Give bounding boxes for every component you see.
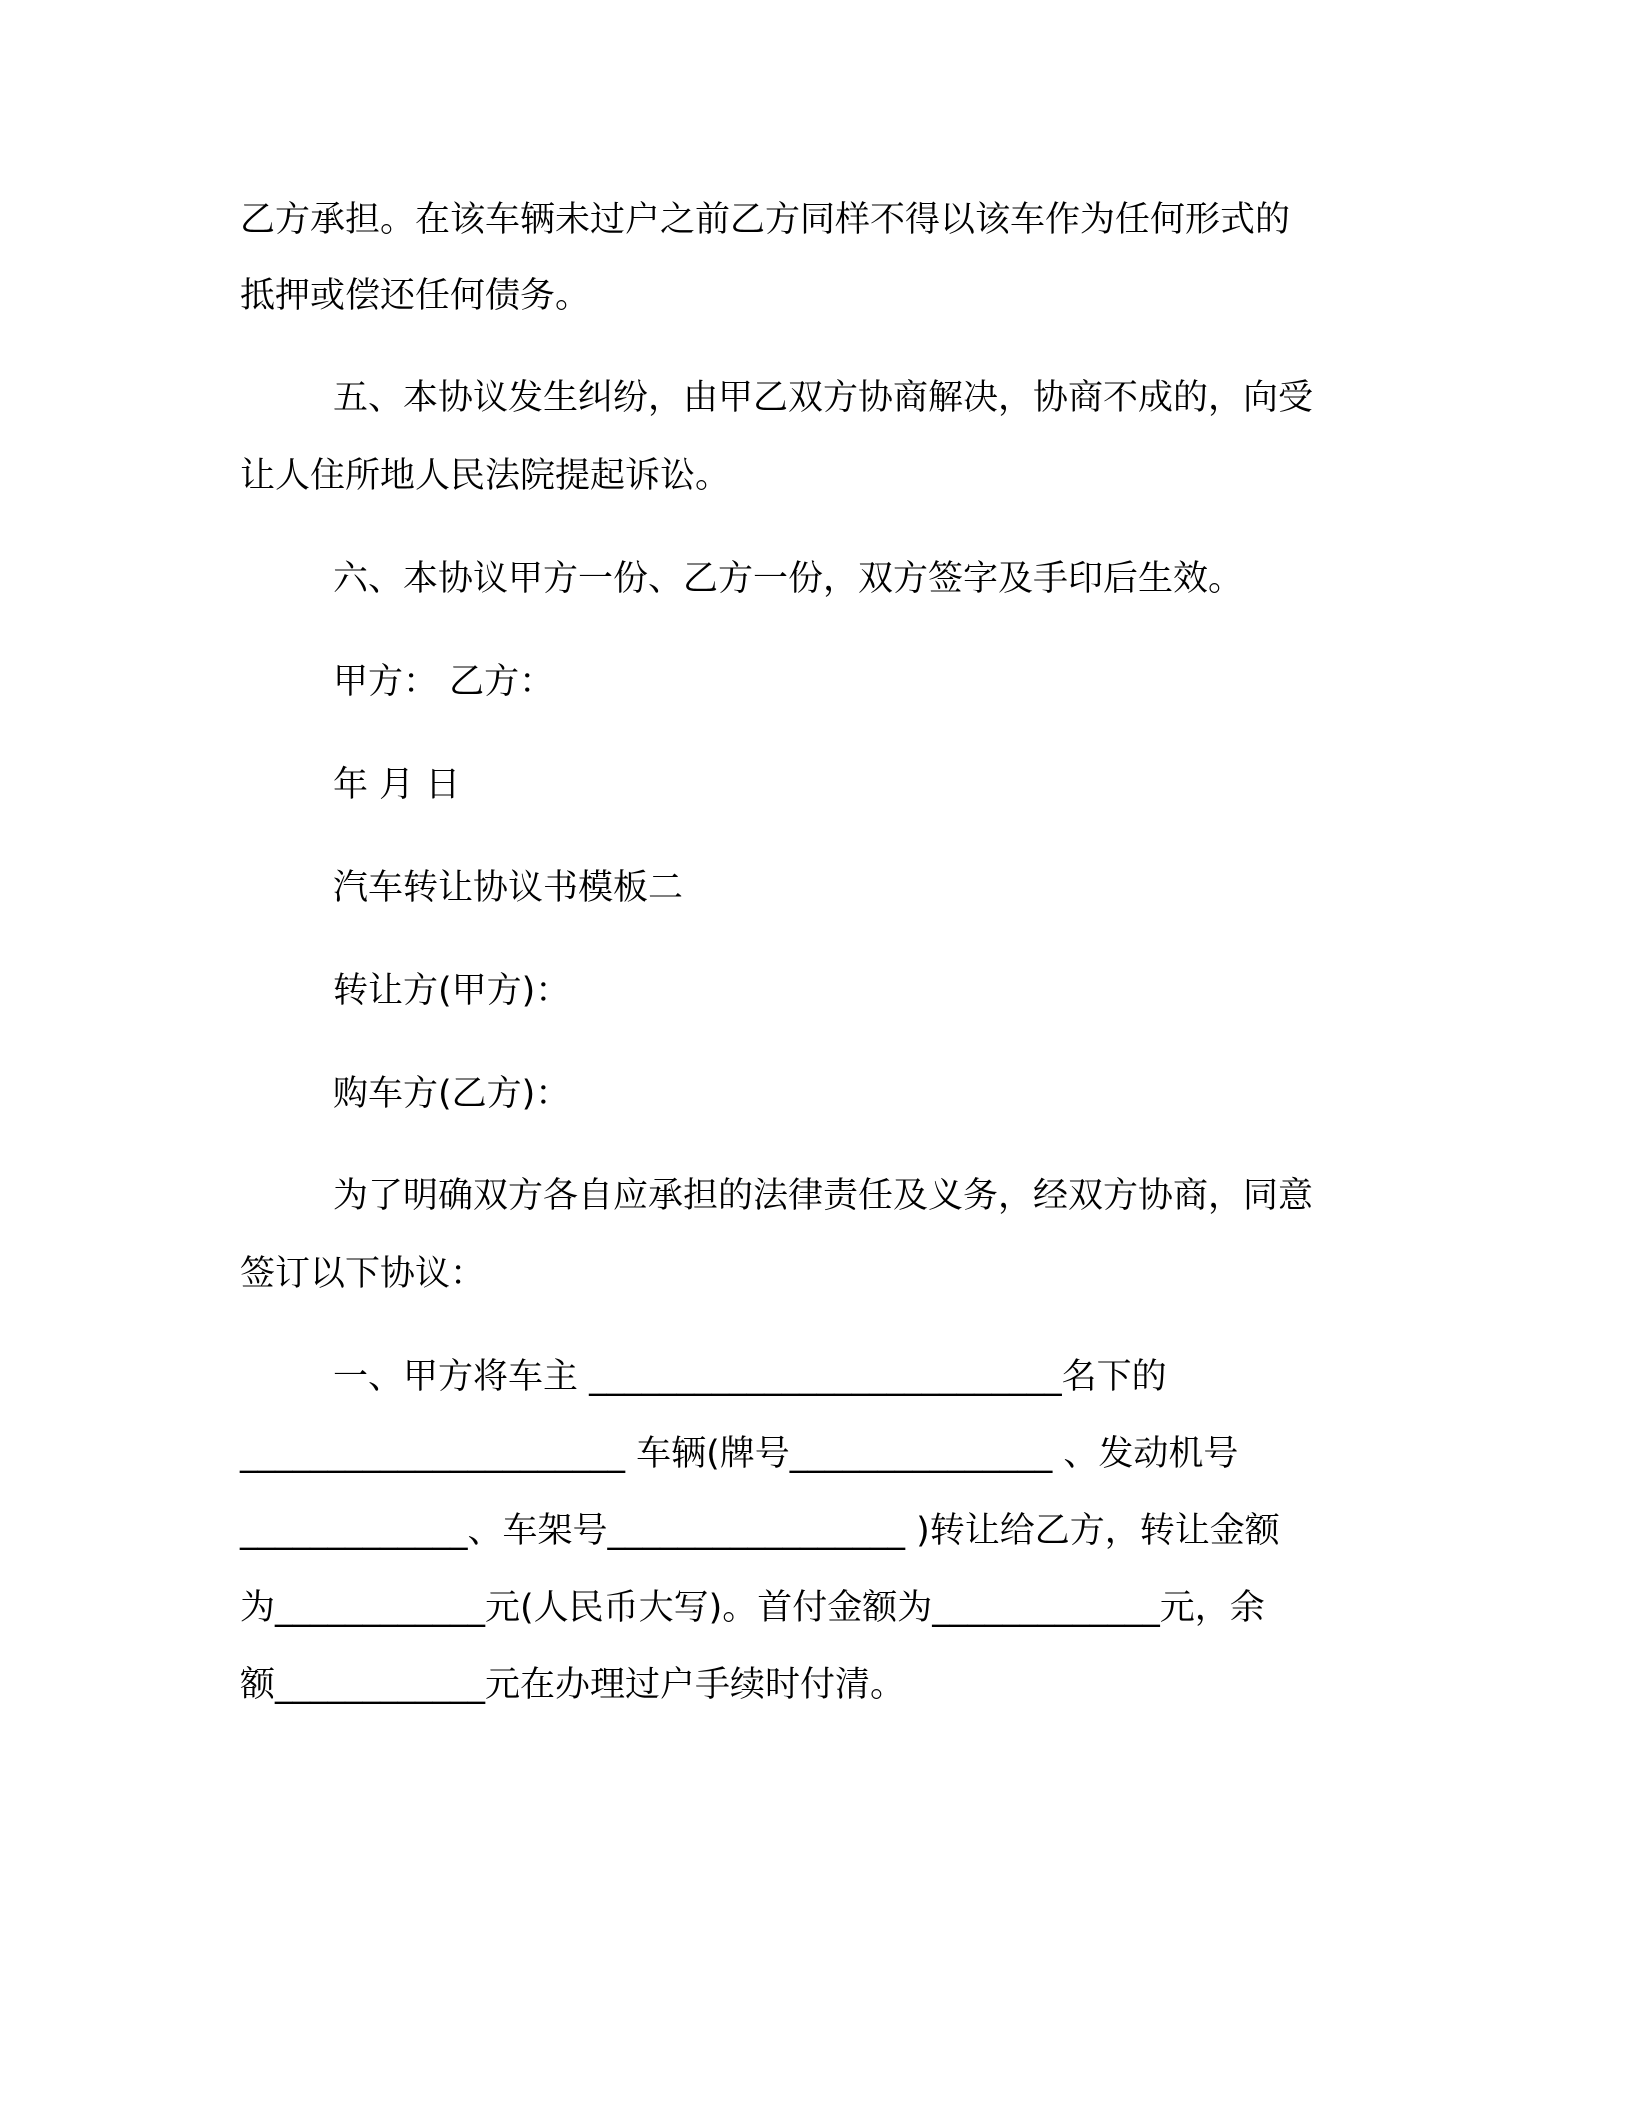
date-line: 年 月 日 xyxy=(333,765,461,805)
paragraph-line: 乙方承担。在该车辆未过户之前乙方同样不得以该车作为任何形式的 xyxy=(240,200,1291,240)
section-title: 汽车转让协议书模板二 xyxy=(333,868,684,908)
preamble-line: 签订以下协议： xyxy=(240,1254,486,1294)
clause-one-line: 一、甲方将车主 ___________________________名下的 xyxy=(333,1357,1167,1397)
clause-five-line: 让人住所地人民法院提起诉讼。 xyxy=(240,456,731,496)
signature-parties-line: 甲方： 乙方： xyxy=(333,662,555,702)
clause-five-line: 五、本协议发生纠纷，由甲乙双方协商解决，协商不成的，向受 xyxy=(333,378,1314,418)
clause-one-line: ______________________ 车辆(牌号_______________ 、发动机号 xyxy=(240,1434,1239,1474)
clause-one-line: _____________、车架号_________________ )转让给乙方，转让金额 xyxy=(240,1511,1280,1551)
preamble-line: 为了明确双方各自应承担的法律责任及义务，经双方协商，同意 xyxy=(333,1176,1314,1216)
paragraph-line: 抵押或偿还任何债务。 xyxy=(240,276,591,316)
buyer-line: 购车方(乙方)： xyxy=(333,1074,571,1114)
clause-one-line: 为____________元(人民币大写)。首付金额为_____________元，余 xyxy=(240,1588,1265,1628)
transferor-line: 转让方(甲方)： xyxy=(333,971,571,1011)
clause-one-line: 额____________元在办理过户手续时付清。 xyxy=(240,1665,906,1705)
clause-six-line: 六、本协议甲方一份、乙方一份，双方签字及手印后生效。 xyxy=(333,559,1244,599)
